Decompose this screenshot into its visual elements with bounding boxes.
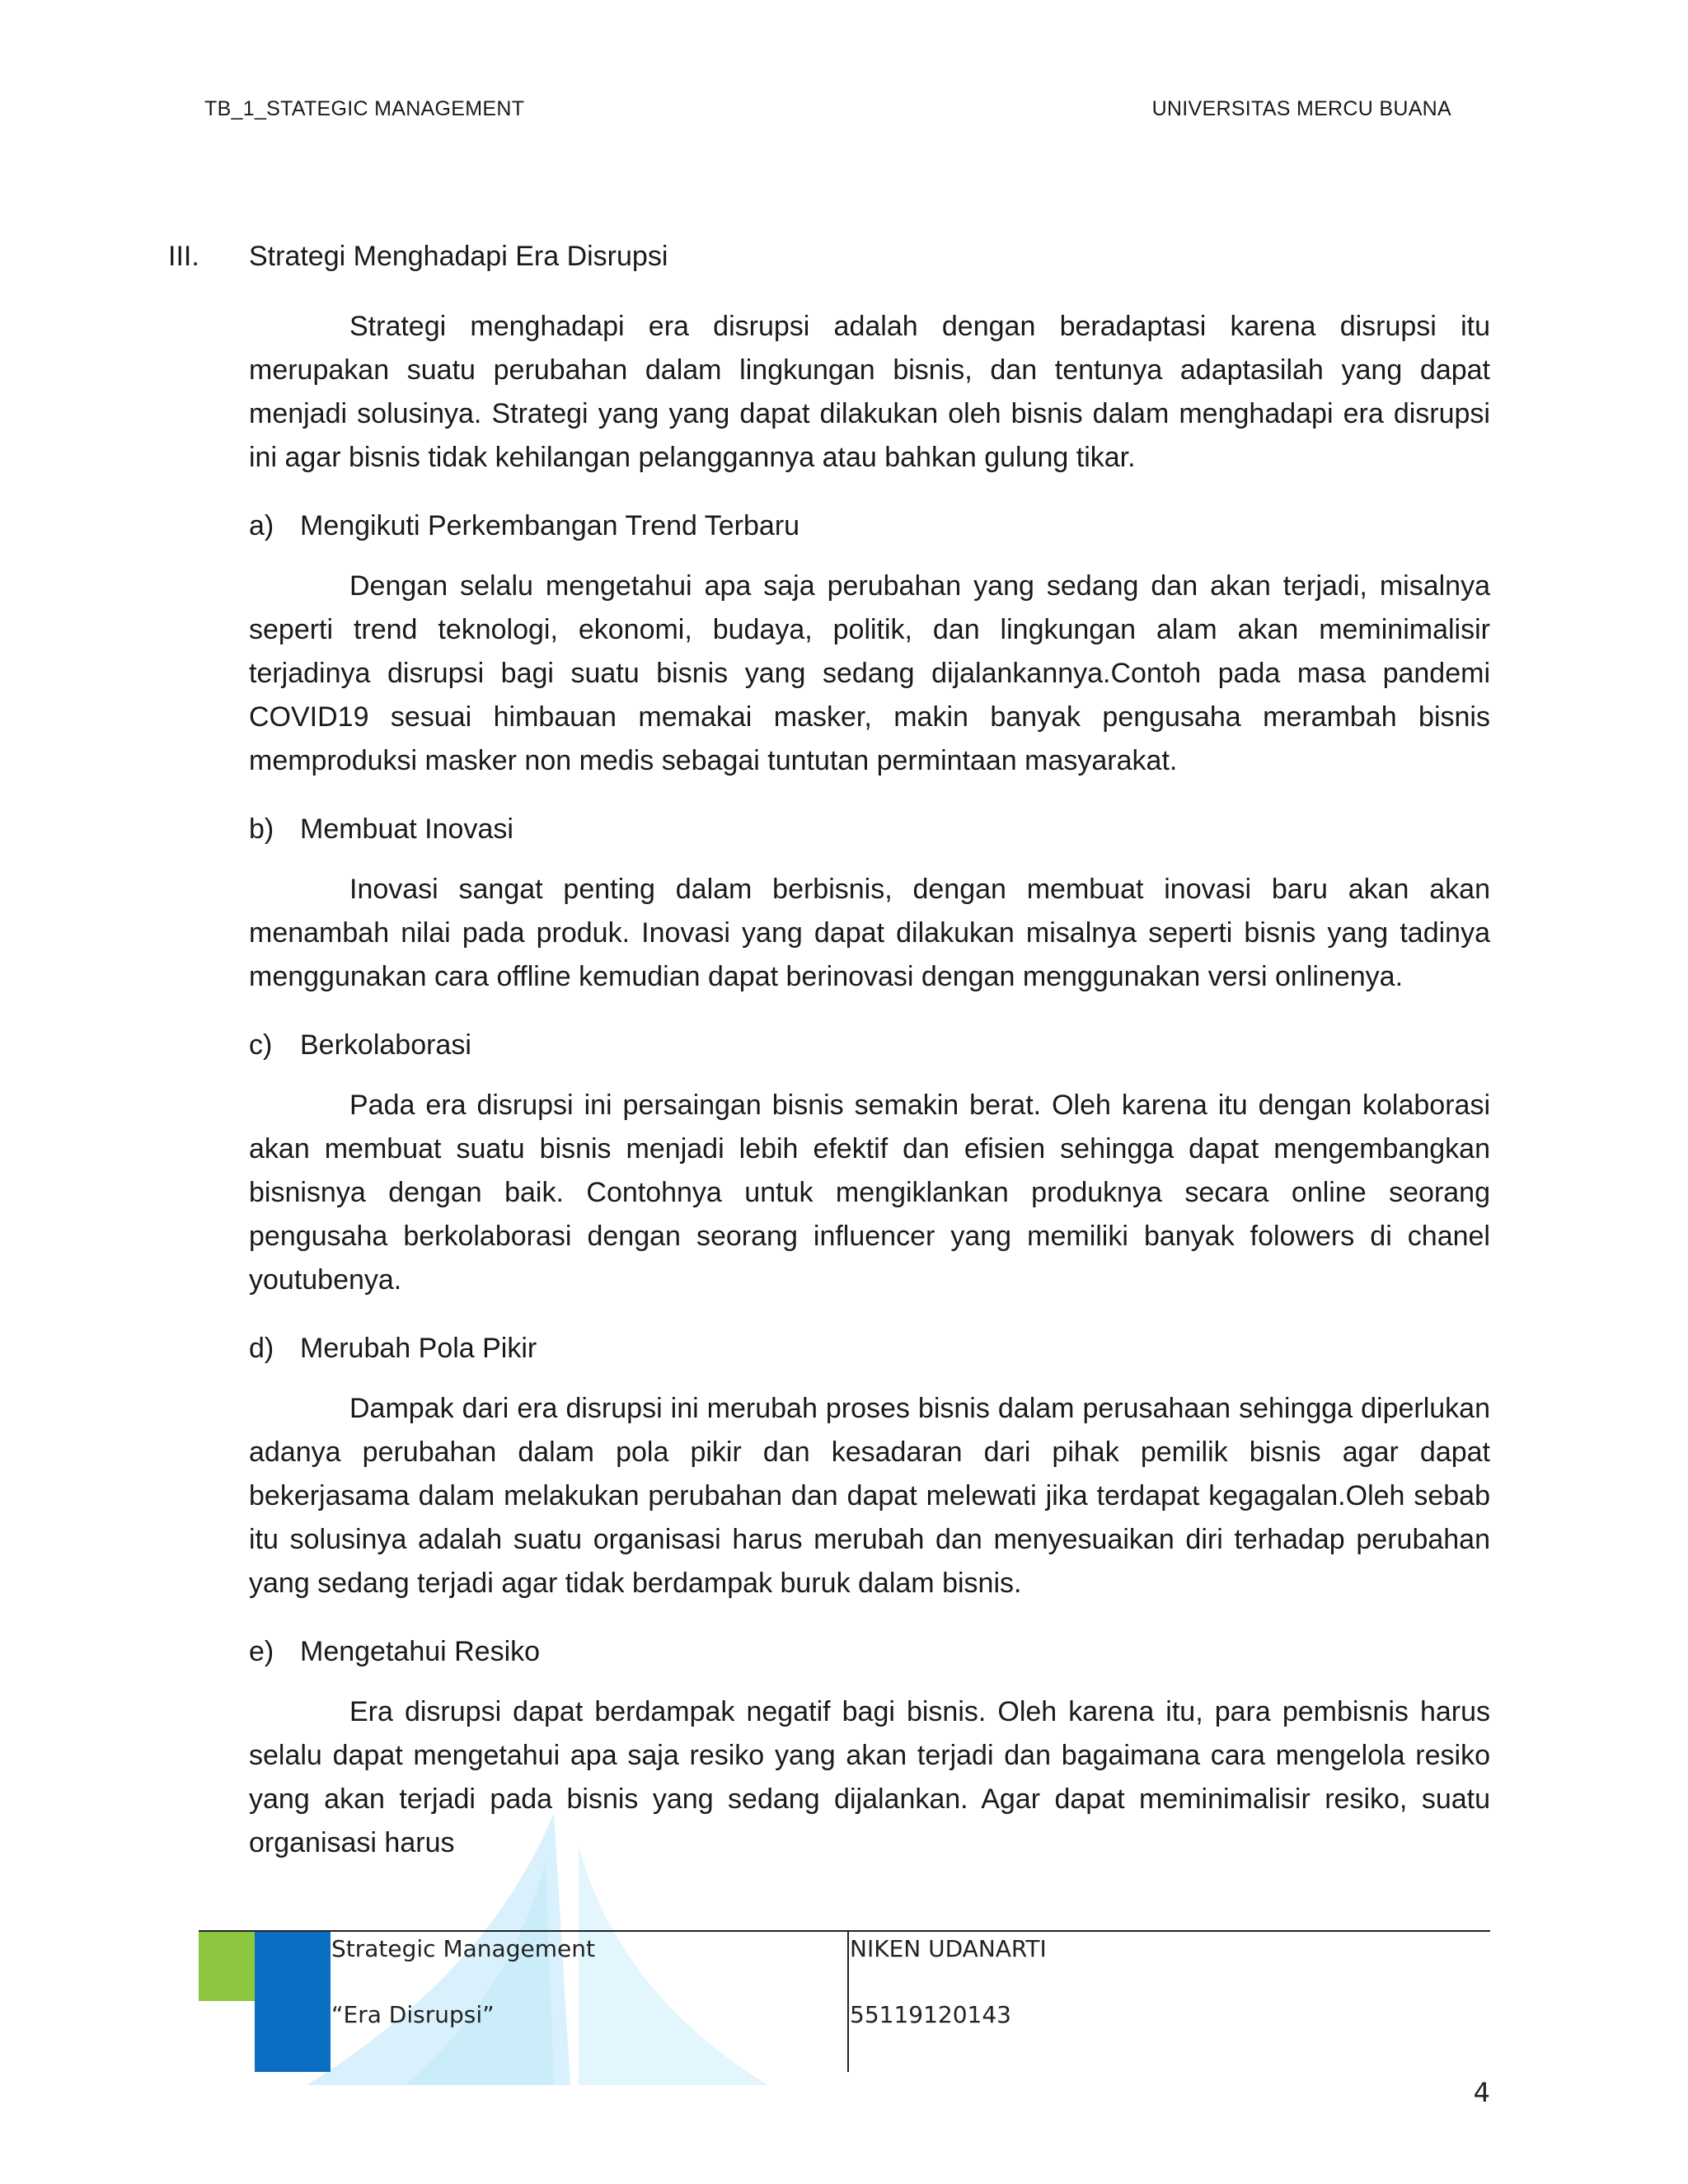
list-item-label: a) [249, 510, 274, 541]
header-university: UNIVERSITAS MERCU BUANA [1151, 97, 1451, 120]
footer-course: Strategic Management [331, 1935, 595, 1962]
header-course-code: TB_1_STATEGIC MANAGEMENT [204, 97, 525, 120]
page-number: 4 [1473, 2077, 1490, 2108]
section-heading [165, 241, 1490, 290]
footer-column-divider [847, 1932, 849, 2072]
list-item-heading [249, 808, 1490, 851]
list-item-paragraph: Pada era disrupsi ini persaingan bisnis semakin berat. Oleh karena itu dengan kolaborasi akan membuat suatu bisnis menjadi lebih efektif dan efisien sehingga dapat mengembangkan bisnisnya dengan baik. Contohnya untuk mengiklankan produknya secara online seorang pengusaha berkolaborasi dengan seorang influencer yang memiliki banyak folowers di chanel youtubenya. [249, 1090, 1490, 1296]
list-item-title: Berkolaborasi [300, 1029, 471, 1061]
section-number: III. [168, 241, 199, 272]
footer-author: NIKEN UDANARTI [850, 1935, 1047, 1962]
list-item-label: e) [249, 1636, 274, 1667]
list-item-paragraph: Inovasi sangat penting dalam berbisnis, dengan membuat inovasi baru akan akan menambah nilai pada produk. Inovasi yang dapat dilakukan misalnya seperti bisnis yang tadinya menggunakan cara offline kemudian dapat berinovasi dengan menggunakan versi onlinenya. [249, 874, 1490, 992]
list-item-heading [249, 1630, 1490, 1674]
list-item-title: Membuat Inovasi [300, 813, 513, 845]
list-item-label: c) [249, 1029, 273, 1061]
section-intro-paragraph: Strategi menghadapi era disrupsi adalah dengan beradaptasi karena disrupsi itu merupakan suatu perubahan dalam lingkungan bisnis, dan tentunya adaptasilah yang dapat menjadi solusinya. Strategi yang yang dapat dilakukan oleh bisnis dalam menghadapi era disrupsi ini agar bisnis tidak kehilangan pelanggannya atau bahkan gulung tikar. [249, 311, 1490, 473]
list-item-title: Merubah Pola Pikir [300, 1333, 537, 1364]
list-item-title: Mengetahui Resiko [300, 1636, 541, 1667]
list-item-title: Mengikuti Perkembangan Trend Terbaru [300, 510, 800, 541]
footer-green-accent [199, 1932, 255, 2001]
list-item-paragraph: Era disrupsi dapat berdampak negatif bagi bisnis. Oleh karena itu, para pembisnis harus selalu dapat mengetahui apa saja resiko yang akan terjadi dan bagaimana cara mengelola resiko yang akan terjadi pada bisnis yang sedang dijalankan. Agar dapat meminimalisir resiko, suatu organisasi harus [249, 1696, 1490, 1858]
list-item-heading [249, 504, 1490, 548]
document-body [165, 241, 1490, 1865]
list-item-paragraph: Dengan selalu mengetahui apa saja perubahan yang sedang dan akan terjadi, misalnya seperti trend teknologi, ekonomi, budaya, politik, dan lingkungan alam akan meminimalisir terjadinya disrupsi bagi suatu bisnis yang sedang dijalankannya.Contoh pada masa pandemi COVID19 sesuai himbauan memakai masker, makin banyak pengusaha merambah bisnis memproduksi masker non medis sebagai tuntutan permintaan masyarakat. [249, 570, 1490, 776]
list-item-heading [249, 1024, 1490, 1067]
list-item-heading [249, 1327, 1490, 1371]
list-item-label: b) [249, 813, 274, 845]
footer-blue-accent [255, 1932, 331, 2072]
footer-student-id: 55119120143 [850, 2001, 1011, 2028]
list-item-label: d) [249, 1333, 274, 1364]
footer-topic: “Era Disrupsi” [331, 2001, 495, 2028]
list-item-paragraph: Dampak dari era disrupsi ini merubah proses bisnis dalam perusahaan sehingga diperlukan adanya perubahan dalam pola pikir dan kesadaran dari pihak pemilik bisnis agar dapat bekerjasama dalam melakukan perubahan dan dapat melewati jika terdapat kegagalan.Oleh sebab itu solusinya adalah suatu organisasi harus merubah dan menyesuaikan diri terhadap perubahan yang sedang terjadi agar tidak berdampak buruk dalam bisnis. [249, 1393, 1490, 1599]
footer-divider-line [199, 1930, 1490, 1932]
section-title: Strategi Menghadapi Era Disrupsi [249, 241, 668, 272]
